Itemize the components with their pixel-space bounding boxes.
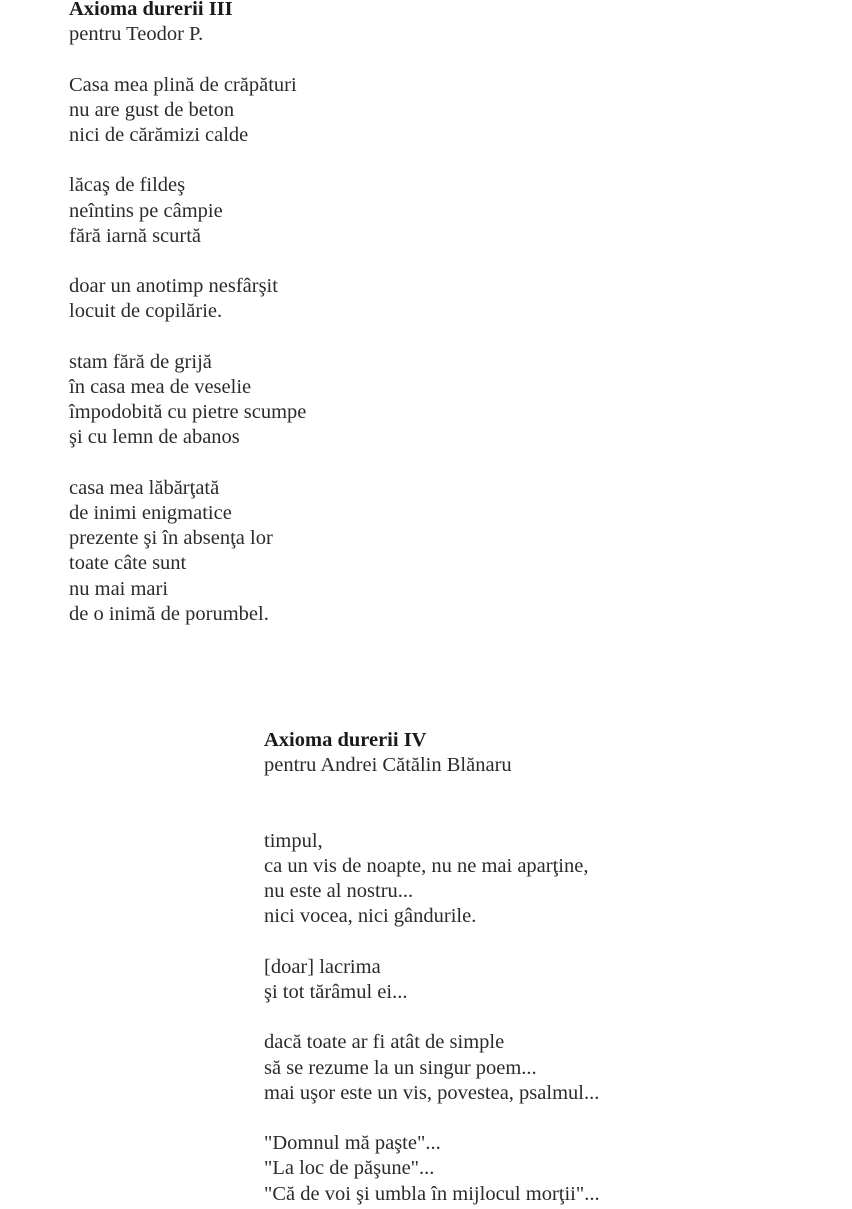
verse-line: mai uşor este un vis, povestea, psalmul...	[264, 1081, 600, 1104]
verse-line: "Că de voi şi umbla în mijlocul morţii"...	[264, 1182, 600, 1205]
verse-line: locuit de copilărie.	[69, 300, 223, 323]
poem-axioma-durerii-iv	[264, 728, 600, 1207]
verse-line: să se rezume la un singur poem...	[264, 1056, 537, 1079]
verse-line: nici vocea, nici gândurile.	[264, 905, 477, 928]
stanza	[69, 274, 306, 324]
stanza	[264, 1030, 600, 1106]
poem-dedication: pentru Teodor P.	[69, 23, 204, 46]
verse-line: [doar] lacrima	[264, 955, 381, 978]
verse-line: şi tot tărâmul ei...	[264, 981, 408, 1003]
verse-line: nici de cărămizi calde	[69, 124, 249, 146]
verse-line: timpul,	[264, 829, 323, 852]
verse-line: nu are gust de beton	[69, 98, 235, 121]
verse-line: "Domnul mă paşte"...	[264, 1132, 441, 1155]
verse-line: nu mai mari	[69, 577, 169, 600]
verse-line: toate câte sunt	[69, 552, 187, 575]
verse-line: împodobită cu pietre scumpe	[69, 401, 307, 424]
verse-line: lăcaş de fildeş	[69, 174, 186, 197]
stanza	[69, 476, 306, 627]
poem-dedication: pentru Andrei Cătălin Blănaru	[264, 754, 512, 777]
poem-axioma-durerii-iii	[69, 0, 306, 627]
verse-line: în casa mea de veselie	[69, 375, 252, 398]
poem-body	[69, 73, 306, 627]
verse-line: casa mea lăbărţată	[69, 476, 220, 499]
stanza	[69, 350, 306, 451]
verse-line: şi cu lemn de abanos	[69, 426, 240, 449]
poem-body	[264, 829, 600, 1207]
stanza	[69, 73, 306, 149]
verse-line: nu este al nostru...	[264, 880, 414, 903]
stanza	[264, 829, 600, 930]
verse-line: dacă toate ar fi atât de simple	[264, 1031, 505, 1054]
verse-line: fără iarnă scurtă	[69, 224, 202, 247]
stanza	[69, 173, 306, 249]
verse-line: stam fără de grijă	[69, 350, 212, 373]
verse-line: doar un anotimp nesfârşit	[69, 275, 278, 298]
stanza	[264, 1131, 600, 1207]
verse-line: ca un vis de noapte, nu ne mai aparţine,	[264, 855, 589, 877]
verse-line: neîntins pe câmpie	[69, 199, 223, 222]
verse-line: de o inimă de porumbel.	[69, 602, 269, 625]
poem-title: Axioma durerii IV	[264, 729, 427, 751]
poem-title: Axioma durerii III	[69, 0, 233, 20]
verse-line: prezente şi în absenţa lor	[69, 527, 273, 550]
verse-line: Casa mea plină de crăpături	[69, 73, 297, 96]
verse-line: de inimi enigmatice	[69, 501, 232, 524]
stanza	[264, 955, 600, 1005]
verse-line: "La loc de păşune"...	[264, 1157, 435, 1180]
